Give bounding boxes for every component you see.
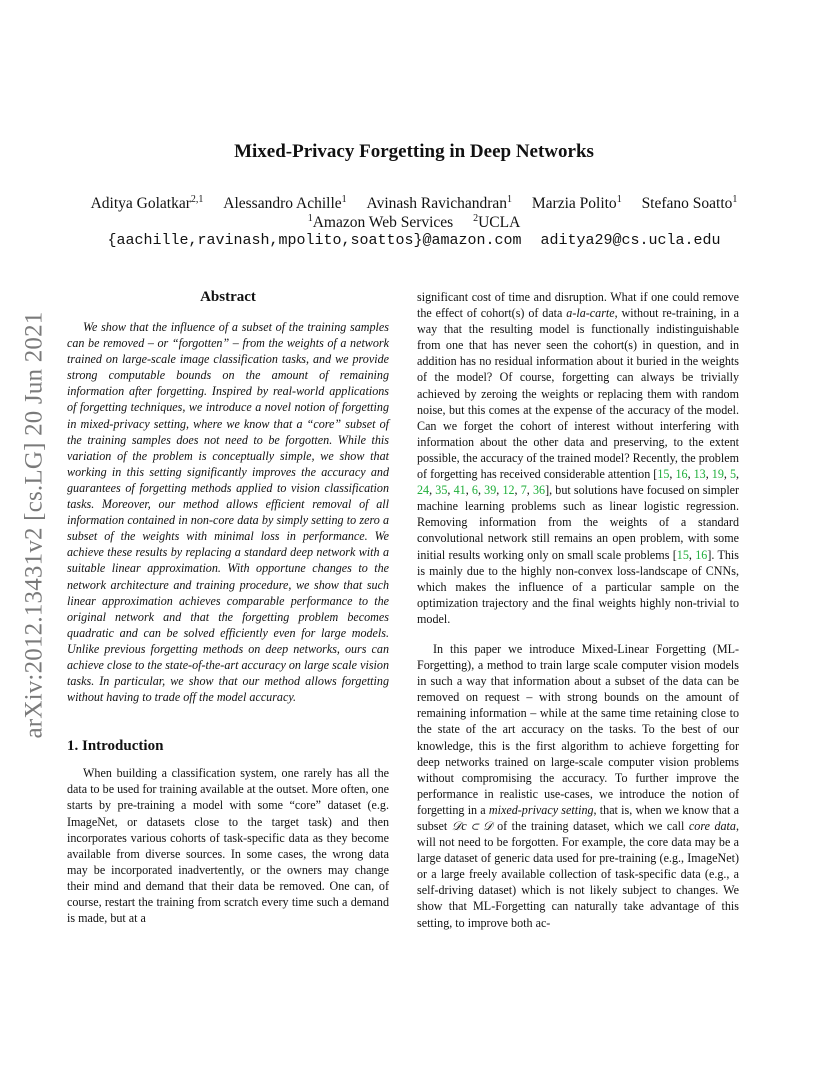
author: Avinash Ravichandran$^1$ bbox=[366, 193, 512, 212]
arxiv-stamp bbox=[10, 290, 58, 760]
citation-link[interactable]: 16 bbox=[695, 547, 708, 562]
abstract-heading: Abstract bbox=[200, 289, 256, 305]
citation-link[interactable]: 15 bbox=[657, 467, 670, 482]
citation-group: 15, 16, 13, 19, 5, 24, 35, 41, 6, 39, 12, 7, 36 bbox=[417, 467, 740, 498]
email-list bbox=[0, 232, 828, 249]
author: Alessandro Achille$^1$ bbox=[223, 193, 347, 212]
intro-paragraph: When building a classification system, one rarely has all the data to be used for training available at the outset. More often, one starts by pre-training a model with some “core” dataset (e.g. ImageNet, or datasets close to the target task) and then incorporates various cohorts of task-specific data as they become available from diverse sources. In some cases, the wrong data may be incorporated inadvertently, or the owners may change their mind and demand that their data be removed. One can, of course, restart the training from scratch every time such a demand is made, but at a bbox=[67, 766, 389, 926]
citation-link[interactable]: 19 bbox=[711, 467, 724, 482]
citation-link[interactable]: 5 bbox=[729, 467, 736, 482]
citation-link[interactable]: 6 bbox=[471, 483, 478, 498]
citation-link[interactable]: 39 bbox=[484, 483, 497, 498]
author: Aditya Golatkar$^{2,1}$ bbox=[90, 193, 204, 212]
author-list bbox=[0, 195, 828, 213]
section-heading-introduction: 1. Introduction bbox=[67, 738, 164, 755]
citation-link[interactable]: 13 bbox=[693, 467, 706, 482]
affiliation: $^2$UCLA bbox=[473, 212, 521, 231]
intro-paragraph: In this paper we introduce Mixed-Linear Forgetting (ML-Forgetting), a method to train large scale computer vision models in such a way that information about a subset of the data can be removed on request – with strong bounds on the amount of remaining information – while at the same time retaining close to the state of the art accuracy on the tasks. To the best of our knowledge, this is the first algorithm to achieve forgetting for deep networks trained on large-scale computer vision problems without compromising the accuracy. To further improve the performance in realistic use-cases, we introduce the notion of forgetting in a mixed-privacy setting, that is, when we know that a subset 𝒟c ⊂ 𝒟 of the training dataset, which we call core data, will not need to be forgotten. For example, the core data may be a large dataset of generic data used for pre-training (e.g., ImageNet) or a large freely available collection of task-specific data (e.g., a self-driving dataset) which is not likely subject to changes. We show that ML-Forgetting can naturally take advantage of this setting, to improve both ac- bbox=[417, 641, 739, 930]
citation-link[interactable]: 35 bbox=[435, 483, 448, 498]
paper-title: Mixed-Privacy Forgetting in Deep Networks bbox=[234, 141, 594, 162]
author: Stefano Soatto$^1$ bbox=[641, 193, 738, 212]
email: aditya29@cs.ucla.edu bbox=[540, 232, 721, 249]
affiliation: $^1$Amazon Web Services bbox=[307, 212, 454, 231]
left-column bbox=[67, 289, 389, 926]
right-column bbox=[417, 289, 739, 931]
citation-group: 15, 16 bbox=[676, 547, 708, 562]
citation-link[interactable]: 15 bbox=[676, 547, 689, 562]
email: {aachille,ravinash,mpolito,soattos}@amazon.com bbox=[107, 232, 522, 249]
citation-link[interactable]: 12 bbox=[502, 483, 515, 498]
citation-link[interactable]: 16 bbox=[675, 467, 688, 482]
arxiv-stamp-text: arXiv:2012.13431v2 [cs.LG] 20 Jun 2021 bbox=[20, 311, 47, 739]
intro-paragraph-continued: significant cost of time and disruption. What if one could remove the effect of cohort(s) of data a-la-carte, without re-training, in a way that the resulting model is functionally indistinguishable from one that has never seen the cohort(s) in question, and in addition has no residual information about it buried in the weights of the model? Of course, forgetting can always be trivially achieved by zeroing the weights or replacing them with random noise, but this comes at the expense of the accuracy of the model. Can we forget the cohort of interest without interfering with information about the other data and preserving, to the extent possible, the accuracy of the trained model? Recently, the problem of forgetting has received considerable attention [15, 16, 13, 19, 5, 24, 35, 41, 6, 39, 12, 7, 36], but solutions have focused on simpler machine learning problems such as linear logistic regression. Removing information from the weights of a standard convolutional network still remains an open problem, with some initial results working only on small scale problems [15, 16]. This is mainly due to the highly non-convex loss-landscape of CNNs, which makes the influence of a particular sample on the optimization trajectory and the final weights highly non-trivial to model. bbox=[417, 290, 740, 626]
author: Marzia Polito$^1$ bbox=[531, 193, 622, 212]
citation-link[interactable]: 36 bbox=[532, 483, 546, 498]
abstract-text: We show that the influence of a subset of the training samples can be removed – or “forgotten” – from the weights of a network trained on large-scale image classification tasks, and we provide strong computable bounds on the amount of remaining information after forgetting. Inspired by real-world applications of forgetting techniques, we introduce a novel notion of forgetting in mixed-privacy setting, where we know that a “core” subset of the training samples does not need to be forgotten. While this variation of the problem is conceptually simple, we show that working in this setting significantly improves the accuracy and guarantees of forgetting methods applied to vision classification tasks. Moreover, our method allows efficient removal of all information contained in non-core data by simply setting to zero a subset of the weights with minimal loss in performance. We achieve these results by replacing a standard deep network with a suitable linear approximation. With opportune changes to the network architecture and training procedure, we show that such linear approximation achieves comparable performance to the original network and that the forgetting problem becomes quadratic and can be solved efficiently even for large models. Unlike previous forgetting methods on deep networks, ours can achieve close to the state-of-the-art accuracy on large scale vision tasks. In particular, we show that our method allows forgetting without having to trade off the model accuracy. bbox=[67, 320, 389, 705]
citation-link[interactable]: 24 bbox=[417, 483, 430, 498]
affiliation-list bbox=[0, 214, 828, 232]
math-expression: 𝒟c ⊂ 𝒟 bbox=[451, 819, 493, 833]
citation-link[interactable]: 41 bbox=[453, 483, 466, 498]
citation-link[interactable]: 7 bbox=[520, 483, 527, 498]
